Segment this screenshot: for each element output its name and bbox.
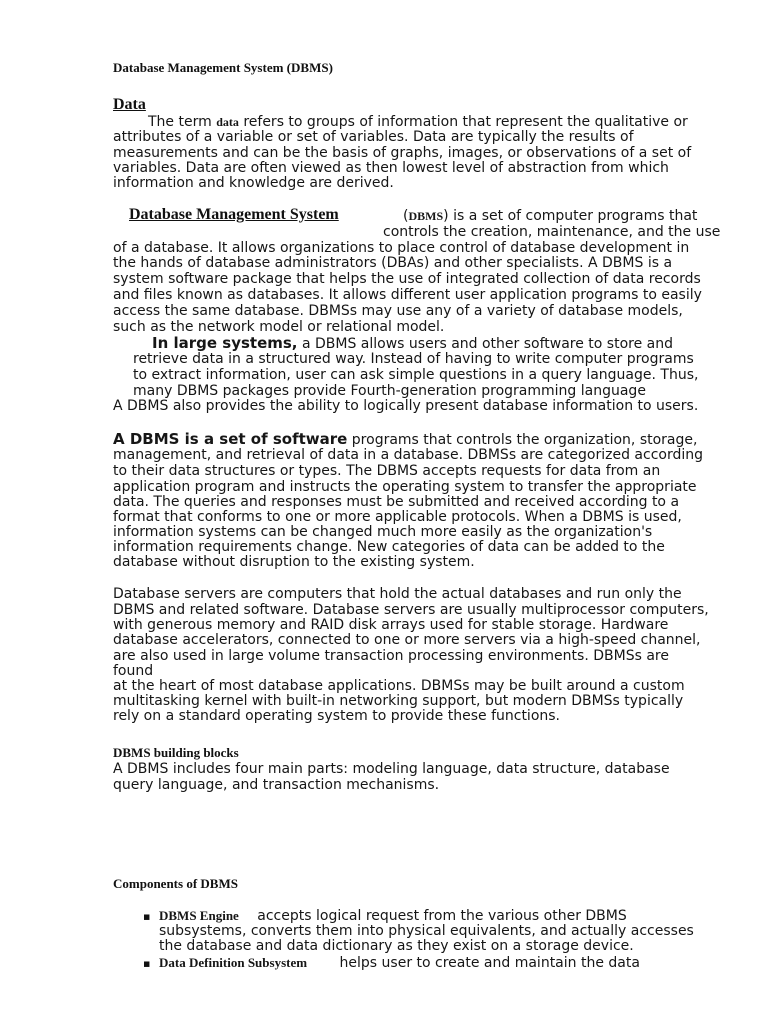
servers-paragraph-line-5: are also used in large volume transaction processing environments. DBMSs are [113,648,669,664]
document-title-abbr: DBMS [291,60,329,75]
dbms-paragraph-line-3: of a database. It allows organizations to place control of database development in [113,240,690,256]
large-systems-line-1: In large systems, a DBMS allows users and other software to store and [152,334,674,352]
component-item-engine-line-2: subsystems, converts them into physical equivalents, and actually accesses [159,923,694,939]
servers-paragraph-line-2: DBMS and related software. Database servers are usually multiprocessor computers, [113,602,709,618]
dbms-paragraph-line-2: controls the creation, maintenance, and the use [383,224,721,240]
servers-paragraph-line-3: with generous memory and RAID disk arrays used for stable storage. Hardware [113,617,669,633]
servers-paragraph-line-7: at the heart of most database applications. DBMSs may be built around a custom [113,678,685,694]
dbms-paragraph-line-7: access the same database. DBMSs may use any of a variety of database models, [113,303,683,319]
component-item-engine-line-3: the database and data dictionary as they exist on a storage device. [159,938,634,954]
software-paragraph-line-1: A DBMS is a set of software programs that controls the organization, storage, [113,430,698,448]
servers-paragraph-line-9: rely on a standard operating system to provide these functions. [113,708,561,724]
software-bold: A DBMS is a set of software [113,430,348,448]
building-blocks-line-1: A DBMS includes four main parts: modeling language, data structure, database [113,761,670,777]
dbms-abbr: DBMS [408,209,444,223]
data-paragraph-line-5: information and knowledge are derived. [113,175,394,191]
dbms-paragraph-line-6: and files known as databases. It allows different user application programs to easily [113,287,702,303]
software-paragraph-line-9: database without disruption to the existing system. [113,554,475,570]
servers-paragraph-line-4: database accelerators, connected to one or more servers via a high-speed channel, [113,632,701,648]
large-systems-line-3: to extract information, user can ask simple questions in a query language. Thus, [133,367,699,383]
bullet-icon: ▪ [143,957,151,970]
component-item-dds-line-1: Data Definition Subsystem helps user to create and maintain the data [159,955,640,971]
data-paragraph-line-4: variables. Data are often viewed as then lowest level of abstraction from which [113,160,669,176]
large-systems-line-4: many DBMS packages provide Fourth-generation programming language [133,383,646,399]
software-paragraph-line-7: information systems can be changed much more easily as the organization's [113,524,653,540]
dbms-paragraph-line-5: system software package that helps the use of integrated collection of data records [113,271,701,287]
component-term-dds: Data Definition Subsystem [159,955,308,970]
servers-paragraph-line-1: Database servers are computers that hold the actual databases and run only the [113,586,682,602]
logical-present-line: A DBMS also provides the ability to logically present database information to users. [113,398,699,414]
dbms-paragraph-line-8: such as the network model or relational model. [113,319,445,335]
data-term: data [216,115,239,129]
component-item-engine-line-1: DBMS Engine accepts logical request from the various other DBMS [159,908,627,924]
bullet-icon: ▪ [143,910,151,923]
data-paragraph-line-3: measurements and can be the basis of graphs, images, or observations of a set of [113,145,692,161]
document-title-text: Database Management System [113,60,284,75]
software-paragraph-line-5: data. The queries and responses must be submitted and received according to a [113,494,680,510]
data-paragraph-line-1: The term data refers to groups of information that represent the qualitative or [148,114,688,130]
data-heading: Data [113,96,146,113]
document-title: Database Management System (DBMS) [113,60,333,75]
building-blocks-heading: DBMS building blocks [113,745,239,760]
software-paragraph-line-6: format that conforms to one or more applicable protocols. When a DBMS is used, [113,509,682,525]
component-term-engine: DBMS Engine [159,908,239,923]
software-paragraph-line-4: application program and instructs the operating system to transfer the appropriate [113,479,697,495]
dbms-paragraph-line-4: the hands of database administrators (DBAs) and other specialists. A DBMS is a [113,255,673,271]
servers-paragraph-line-6: found [113,663,154,679]
software-paragraph-line-2: management, and retrieval of data in a database. DBMSs are categorized according [113,447,704,463]
dbms-heading: Database Management System [129,206,339,223]
dbms-paragraph-line-1: (DBMS) is a set of computer programs that [403,208,698,224]
large-systems-bold: In large systems, [152,334,298,352]
large-systems-line-2: retrieve data in a structured way. Instead of having to write computer programs [133,351,694,367]
data-paragraph-line-2: attributes of a variable or set of variables. Data are typically the results of [113,129,634,145]
servers-paragraph-line-8: multitasking kernel with built-in networking support, but modern DBMSs typically [113,693,684,709]
components-heading: Components of DBMS [113,876,238,891]
software-paragraph-line-8: information requirements change. New categories of data can be added to the [113,539,665,555]
building-blocks-line-2: query language, and transaction mechanisms. [113,777,440,793]
software-paragraph-line-3: to their data structures or types. The DBMS accepts requests for data from an [113,463,661,479]
